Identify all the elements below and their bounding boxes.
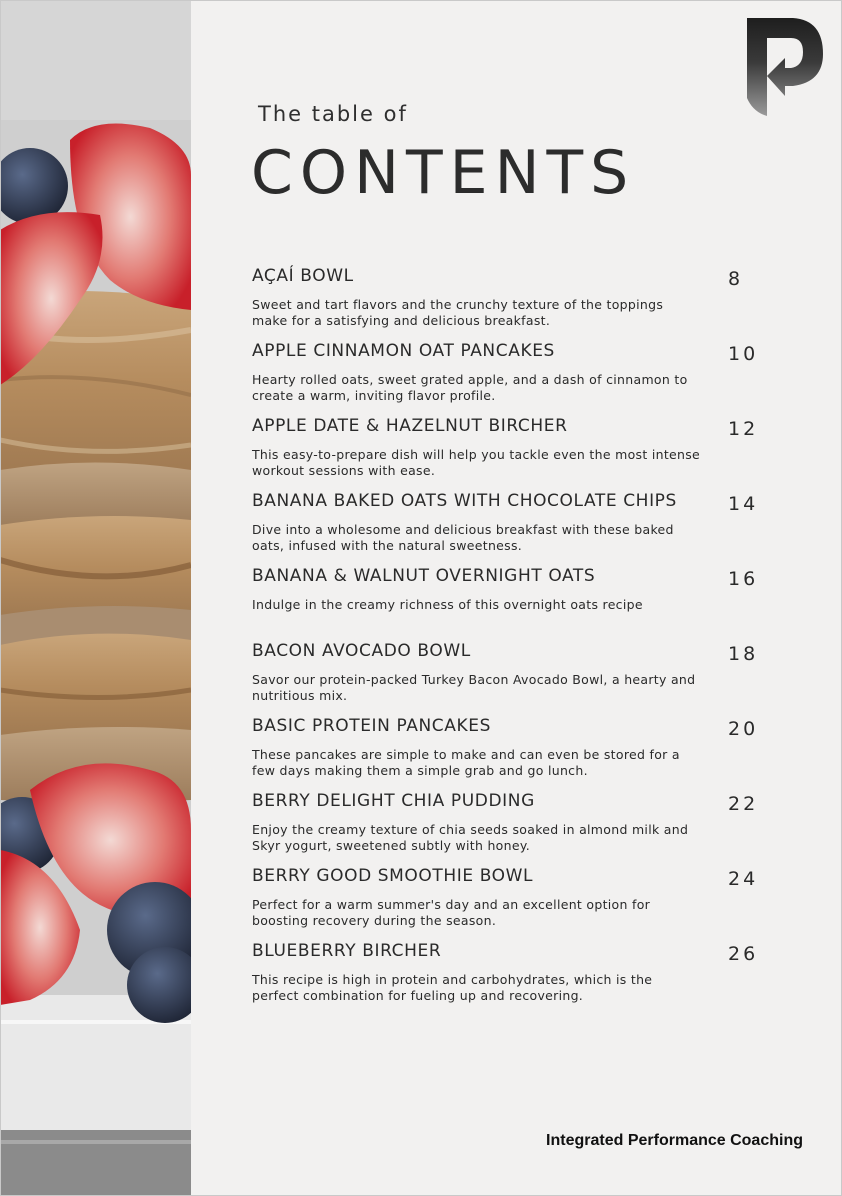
toc-entry[interactable]	[252, 941, 792, 1016]
entry-title: BERRY DELIGHT CHIA PUDDING	[252, 791, 535, 811]
p-arrow-logo-icon	[745, 16, 825, 118]
entry-title: APPLE CINNAMON OAT PANCAKES	[252, 341, 555, 361]
toc-subtitle: The table of	[258, 102, 408, 126]
entry-description: Indulge in the creamy richness of this overnight oats recipe	[252, 597, 643, 612]
brand-footer: Integrated Performance Coaching	[546, 1132, 803, 1149]
toc-entry[interactable]	[252, 266, 792, 341]
entry-page-number: 26	[728, 943, 759, 965]
entry-title: BLUEBERRY BIRCHER	[252, 941, 442, 961]
toc-entry[interactable]	[252, 866, 792, 941]
toc-entry[interactable]	[252, 641, 792, 716]
entry-title: BACON AVOCADO BOWL	[252, 641, 471, 661]
toc-entry[interactable]	[252, 791, 792, 866]
toc-entries	[252, 266, 792, 1016]
entry-description: Hearty rolled oats, sweet grated apple, and a dash of cinnamon to create a warm, inviting flavor profile.	[252, 372, 688, 403]
pancake-stack-photo	[0, 0, 191, 1196]
entry-page-number: 22	[728, 793, 759, 815]
entry-page-number: 20	[728, 718, 759, 740]
entry-title: BASIC PROTEIN PANCAKES	[252, 716, 491, 736]
entry-description: Perfect for a warm summer's day and an excellent option for boosting recovery during the season.	[252, 897, 651, 928]
toc-title: CONTENTS	[251, 138, 636, 208]
entry-title: BANANA & WALNUT OVERNIGHT OATS	[252, 566, 596, 586]
entry-page-number: 14	[728, 493, 759, 515]
entry-title: BERRY GOOD SMOOTHIE BOWL	[252, 866, 534, 886]
entry-page-number: 10	[728, 343, 759, 365]
toc-entry[interactable]	[252, 716, 792, 791]
toc-entry[interactable]	[252, 341, 792, 416]
entry-description: This recipe is high in protein and carbohydrates, which is the perfect combination for fueling up and recovering.	[252, 972, 653, 1003]
entry-description: Sweet and tart flavors and the crunchy texture of the toppings make for a satisfying and delicious breakfast.	[252, 297, 664, 328]
entry-page-number: 24	[728, 868, 759, 890]
toc-entry[interactable]	[252, 491, 792, 566]
entry-page-number: 12	[728, 418, 759, 440]
entry-title: BANANA BAKED OATS WITH CHOCOLATE CHIPS	[252, 491, 677, 511]
entry-title: APPLE DATE & HAZELNUT BIRCHER	[252, 416, 568, 436]
entry-description: Savor our protein-packed Turkey Bacon Avocado Bowl, a hearty and nutritious mix.	[252, 672, 696, 703]
entry-description: These pancakes are simple to make and can even be stored for a few days making them a simple grab and go lunch.	[252, 747, 680, 778]
pancake-photo-illustration	[0, 0, 191, 1196]
toc-entry[interactable]	[252, 416, 792, 491]
entry-page-number: 8	[728, 268, 744, 290]
entry-description: Dive into a wholesome and delicious breakfast with these baked oats, infused with the natural sweetness.	[252, 522, 674, 553]
entry-page-number: 16	[728, 568, 759, 590]
entry-description: Enjoy the creamy texture of chia seeds soaked in almond milk and Skyr yogurt, sweetened subtly with honey.	[252, 822, 689, 853]
entry-page-number: 18	[728, 643, 759, 665]
entry-description: This easy-to-prepare dish will help you tackle even the most intense workout sessions with ease.	[252, 447, 701, 478]
toc-entry[interactable]	[252, 566, 792, 641]
entry-title: AÇAÍ BOWL	[252, 266, 354, 286]
